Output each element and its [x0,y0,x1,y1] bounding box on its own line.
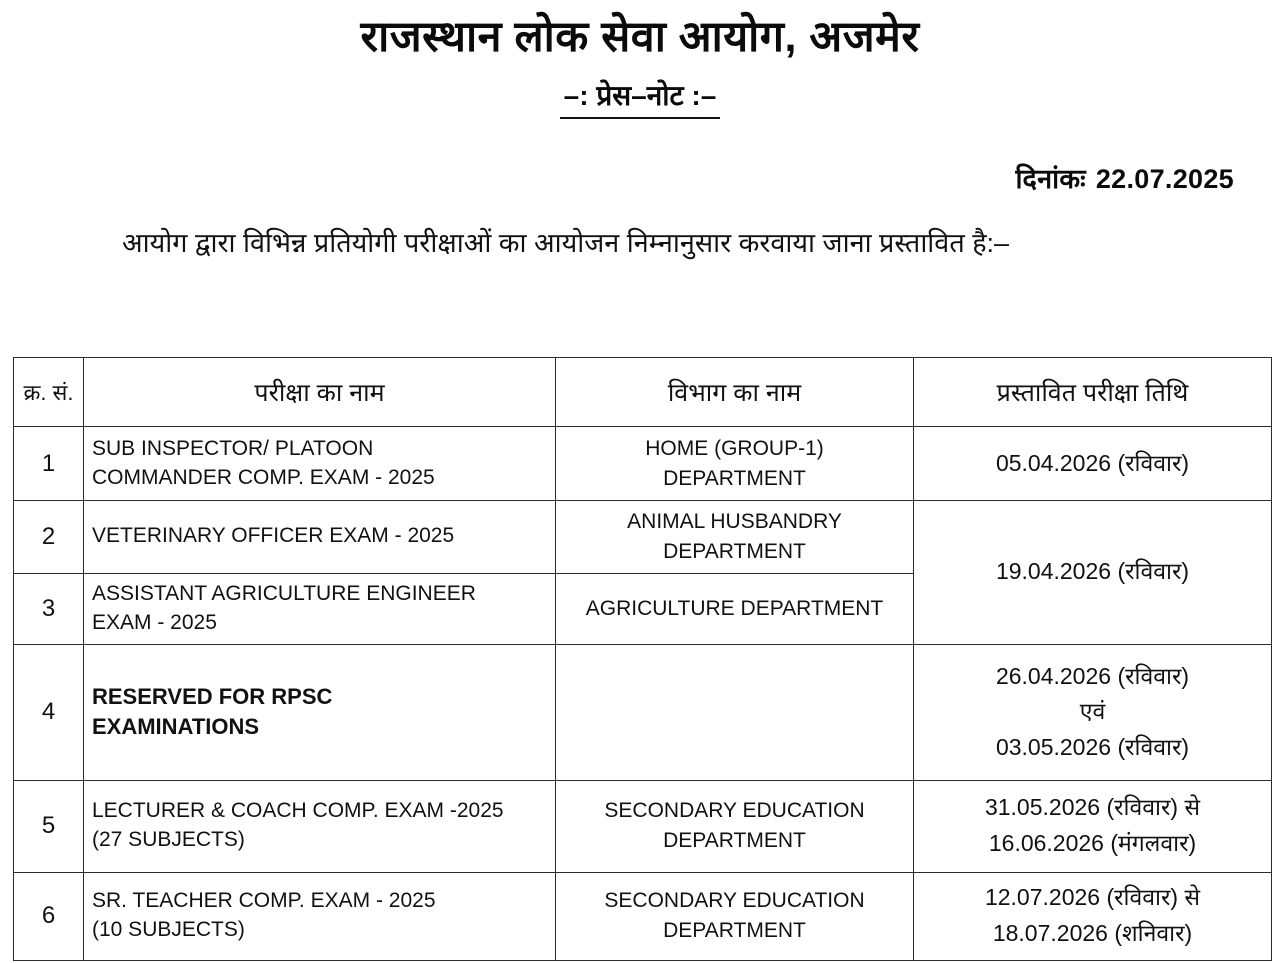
column-header-department: विभाग का नाम [556,358,914,427]
cell-sno: 3 [14,573,84,644]
cell-exam-date [914,644,1272,780]
cell-department [556,780,914,872]
department-line-2: DEPARTMENT [663,919,806,943]
table-row [14,501,1272,574]
exam-date-line-2: 03.05.2026 (रविवार) [995,733,1190,760]
department-line-2: DEPARTMENT [663,466,806,490]
document-subtitle: –: प्रेस–नोट :– [560,81,721,119]
cell-department [556,501,914,574]
table-header [14,358,1272,427]
subtitle-container [0,81,1280,119]
cell-department [556,644,914,780]
cell-sno: 4 [14,644,84,780]
cell-exam-name [84,501,556,574]
department-line-1: SECONDARY EDUCATION [604,799,865,823]
department-line-1: AGRICULTURE DEPARTMENT [585,596,884,620]
exam-date-line-1: 05.04.2026 (रविवार) [995,449,1190,476]
exam-date-line-2: 16.06.2026 (मंगलवार) [988,830,1197,857]
department-line-2: DEPARTMENT [663,829,806,853]
table-row [14,872,1272,960]
cell-department [556,573,914,644]
department-line-1: HOME (GROUP-1) [645,436,824,460]
cell-exam-name [84,644,556,780]
table-body [14,427,1272,961]
exam-name-line-2: (10 SUBJECTS) [92,918,245,942]
exam-date-line-1: 31.05.2026 (रविवार) से [984,794,1201,821]
column-header-exam-name: परीक्षा का नाम [84,358,556,427]
exam-name-line-1: SUB INSPECTOR/ PLATOON [92,436,374,460]
cell-sno: 2 [14,501,84,574]
cell-department [556,427,914,501]
cell-sno: 6 [14,872,84,960]
exam-name-line-1: SR. TEACHER COMP. EXAM - 2025 [92,889,436,913]
cell-exam-date [914,872,1272,960]
cell-exam-date [914,780,1272,872]
exam-date-line-1: 26.04.2026 (रविवार) [995,662,1190,689]
department-line-2: DEPARTMENT [663,539,806,563]
page-title: राजस्थान लोक सेवा आयोग, अजमेर [360,13,920,61]
column-header-exam-date: प्रस्तावित परीक्षा तिथि [914,358,1272,427]
exam-name-line-2: EXAM - 2025 [92,610,217,634]
document-date [0,159,1280,196]
cell-sno: 1 [14,427,84,501]
exam-date-line-1: 19.04.2026 (रविवार) [995,558,1190,585]
table-header-row [14,358,1272,427]
table-row [14,644,1272,780]
column-header-sno: क्र. सं. [14,358,84,427]
cell-exam-date [914,501,1272,645]
intro-paragraph: आयोग द्वारा विभिन्न प्रतियोगी परीक्षाओं का आयोजन निम्नानुसार करवाया जाना प्रस्तावित है:– [122,227,1010,258]
cell-exam-name [84,780,556,872]
cell-exam-name [84,573,556,644]
date-value: 22.07.2025 [1095,163,1234,194]
exam-name-line-1: ASSISTANT AGRICULTURE ENGINEER [92,581,476,605]
department-line-1: SECONDARY EDUCATION [604,889,865,913]
exam-date-line-1: 12.07.2026 (रविवार) से [984,884,1201,911]
date-label: दिनांकः [1015,163,1086,194]
cell-exam-date [914,427,1272,501]
cell-exam-name [84,427,556,501]
exam-name-line-1: RESERVED FOR RPSC [92,683,333,709]
exam-schedule-table [13,357,1272,961]
cell-sno: 5 [14,780,84,872]
exam-name-line-2: (27 SUBJECTS) [92,828,245,852]
exam-name-line-1: LECTURER & COACH COMP. EXAM -2025 [92,799,504,823]
exam-date-conjunction: एवं [1079,698,1106,725]
exam-schedule-table-container [13,357,1271,961]
exam-name-line-2: COMMANDER COMP. EXAM - 2025 [92,465,435,489]
exam-name-line-1: VETERINARY OFFICER EXAM - 2025 [92,524,455,548]
cell-department [556,872,914,960]
department-line-1: ANIMAL HUSBANDRY [627,510,842,533]
table-row [14,780,1272,872]
cell-exam-name [84,872,556,960]
exam-date-line-2: 18.07.2026 (शनिवार) [992,920,1193,947]
exam-name-line-2: EXAMINATIONS [92,714,260,740]
table-row [14,427,1272,501]
